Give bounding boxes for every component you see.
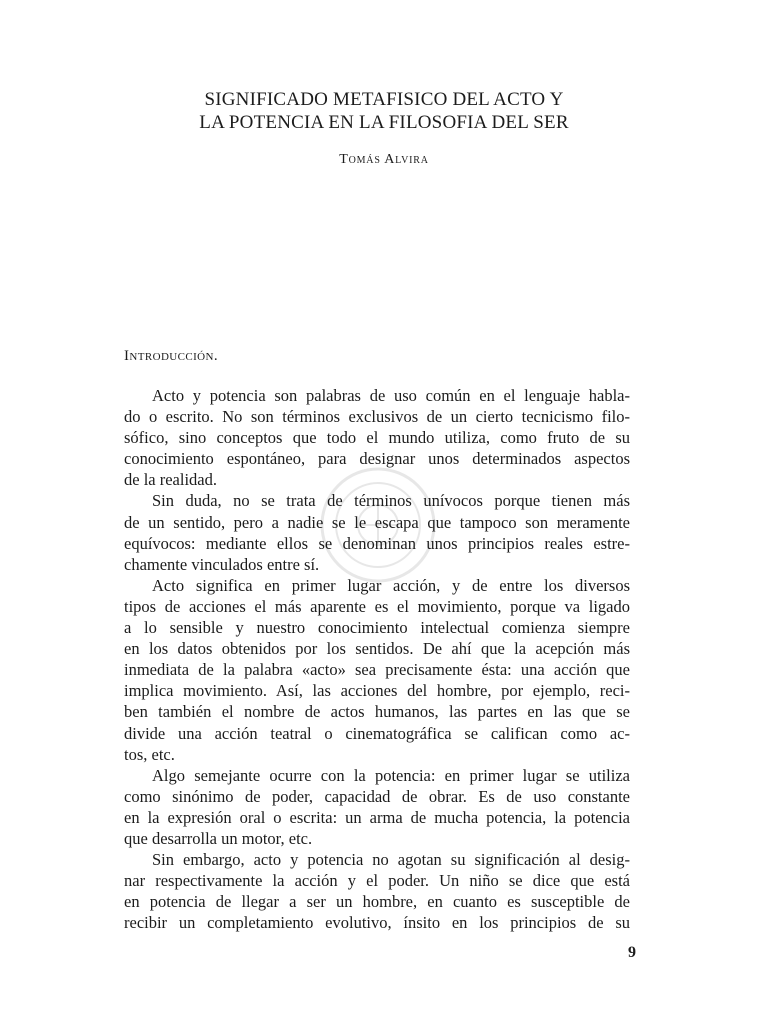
text-line: divide una acción teatral o cinematográfica se califican como ac- [124,723,630,743]
text-line: que desarrolla un motor, etc. [124,828,313,848]
text-line: chamente vinculados entre sí. [124,554,320,574]
text-line: inmediata de la palabra «acto» sea precisamente ésta: una acción que [124,660,630,680]
text-line: como sinónimo de poder, capacidad de obrar. Es de uso constante [124,786,630,806]
text-line: de la realidad. [124,470,217,490]
text-line: Algo semejante ocurre con la potencia: en primer lugar se utiliza [152,765,630,785]
text-line: Acto y potencia son palabras de uso común en el lenguaje habla- [152,386,630,405]
section-heading: Introducción. [124,348,219,364]
text-line: equívocos: mediante ellos se denominan unos principios reales estre- [124,533,630,553]
text-line: nar respectivamente la acción y el poder. Un niño se dice que está [124,871,630,891]
text-line: do o escrito. No son términos exclusivos de un cierto tecnicismo filo- [124,407,630,427]
text-line: tos, etc. [124,744,175,764]
text-line: recibir un completamiento evolutivo, ínsito en los principios de su [124,913,630,933]
title-line-1: SIGNIFICADO METAFISICO DEL ACTO Y [204,89,564,110]
page-number: 9 [628,944,636,961]
body-text [124,385,630,933]
text-line: implica movimiento. Así, las acciones del hombre, por ejemplo, reci- [124,681,630,701]
text-line: conocimiento espontáneo, para designar unos determinados aspectos [124,449,630,469]
text-line: sófico, sino conceptos que todo el mundo utiliza, como fruto de su [124,428,630,448]
text-line: a lo sensible y nuestro conocimiento intelectual comienza siempre [124,618,630,638]
author-name: Tomás Alvira [339,152,429,167]
text-line: en los datos obtenidos por los sentidos. De ahí que la acepción más [124,639,630,659]
article-title [0,88,768,134]
text-line: ben también el nombre de actos humanos, las partes en las que se [124,702,630,722]
text-line: en potencia de llegar a ser un hombre, en cuanto es susceptible de [124,892,630,912]
text-line: en la expresión oral o escrita: un arma de mucha potencia, la potencia [124,807,630,827]
text-line: Sin embargo, acto y potencia no agotan su significación al desig- [152,850,630,870]
text-line: de un sentido, pero a nadie se le escapa que tampoco son meramente [124,512,630,532]
text-line: Sin duda, no se trata de términos unívocos porque tienen más [152,491,630,511]
text-line: Acto significa en primer lugar acción, y de entre los diversos [152,575,630,595]
title-line-2: LA POTENCIA EN LA FILOSOFIA DEL SER [199,112,569,133]
text-line: tipos de acciones el más aparente es el movimiento, porque va ligado [124,596,630,616]
